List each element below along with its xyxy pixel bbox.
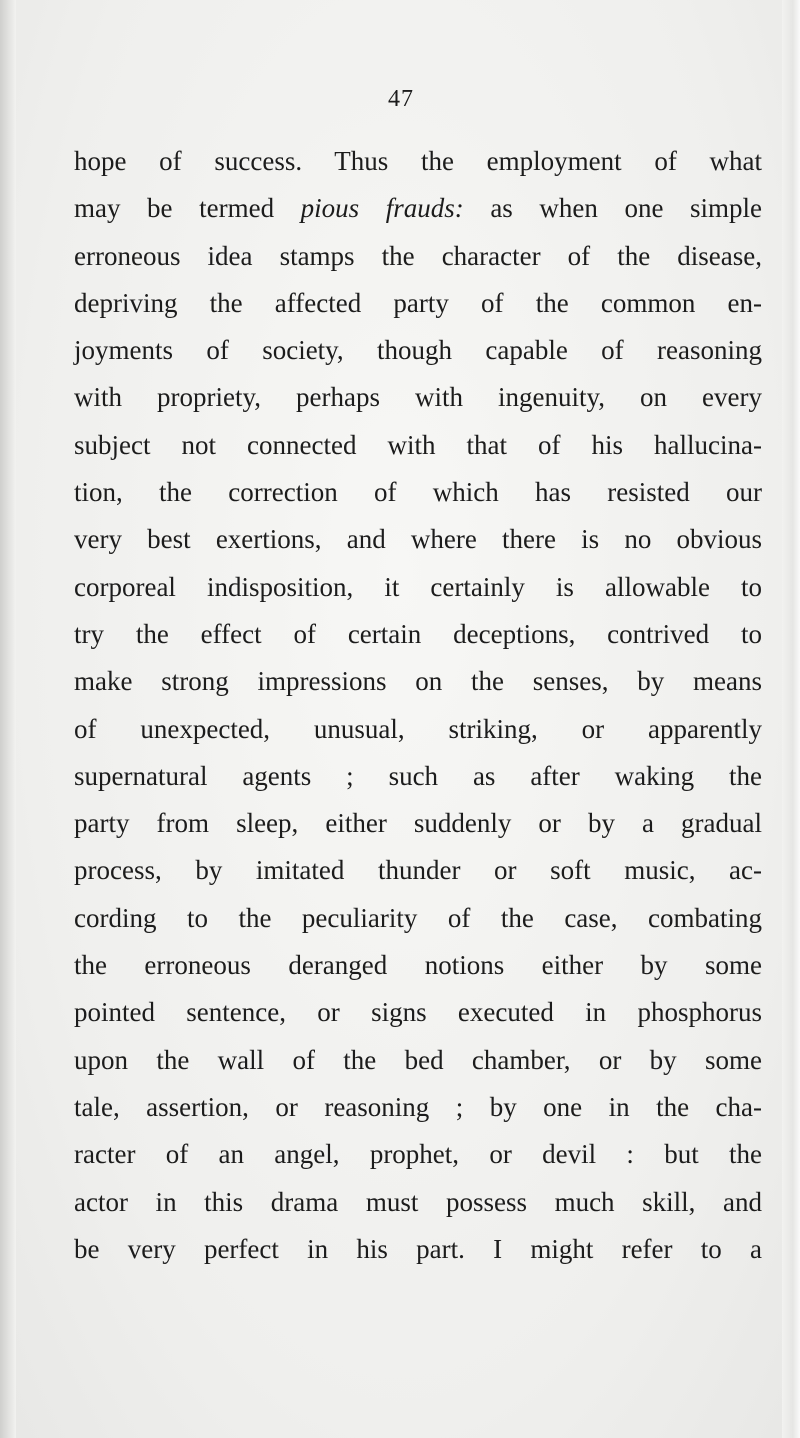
text-line: tion, the correction of which has resisted our <box>74 477 762 508</box>
page-edge <box>782 0 800 1438</box>
text-line: cording to the peculiarity of the case, combating <box>74 902 762 933</box>
page-body-text <box>74 138 762 1273</box>
text-line: depriving the affected party of the common en- <box>74 287 762 318</box>
text-line: pointed sentence, or signs executed in phosphorus <box>74 997 762 1028</box>
italic-phrase: pious frauds: <box>300 193 464 224</box>
text-line: hope of success. Thus the employment of what <box>74 146 762 176</box>
page-number: 47 <box>388 86 414 112</box>
text-line: very best exertions, and where there is no obvious <box>74 524 762 555</box>
text-line: subject not connected with that of his hallucina- <box>74 429 762 460</box>
text-line: try the effect of certain deceptions, contrived to <box>74 618 762 649</box>
text-line: with propriety, perhaps with ingenuity, on every <box>74 382 762 413</box>
text-line: actor in this drama must possess much skill, and <box>74 1186 762 1217</box>
text-line: of unexpected, unusual, striking, or apparently <box>74 713 762 744</box>
text-line: upon the wall of the bed chamber, or by some <box>74 1044 762 1075</box>
text-line: racter of an angel, prophet, or devil : but the <box>74 1139 762 1170</box>
text-line: party from sleep, either suddenly or by a gradual <box>74 808 762 839</box>
text-line: erroneous idea stamps the character of the disease, <box>74 240 762 271</box>
text-line: tale, assertion, or reasoning ; by one in the cha- <box>74 1091 762 1122</box>
text-line: process, by imitated thunder or soft music, ac- <box>74 855 762 886</box>
text-line: corporeal indisposition, it certainly is allowable to <box>74 571 762 602</box>
text-line: make strong impressions on the senses, by means <box>74 666 762 697</box>
text-line: be very perfect in his part. I might refer to a <box>74 1233 762 1264</box>
book-page <box>16 0 782 1438</box>
text-line: supernatural agents ; such as after waking the <box>74 760 762 791</box>
text-line: joyments of society, though capable of reasoning <box>74 335 762 366</box>
text-line: may be termed pious frauds: as when one simple <box>74 193 762 224</box>
text-line: the erroneous deranged notions either by some <box>74 950 762 981</box>
book-gutter-shadow <box>0 0 16 1438</box>
